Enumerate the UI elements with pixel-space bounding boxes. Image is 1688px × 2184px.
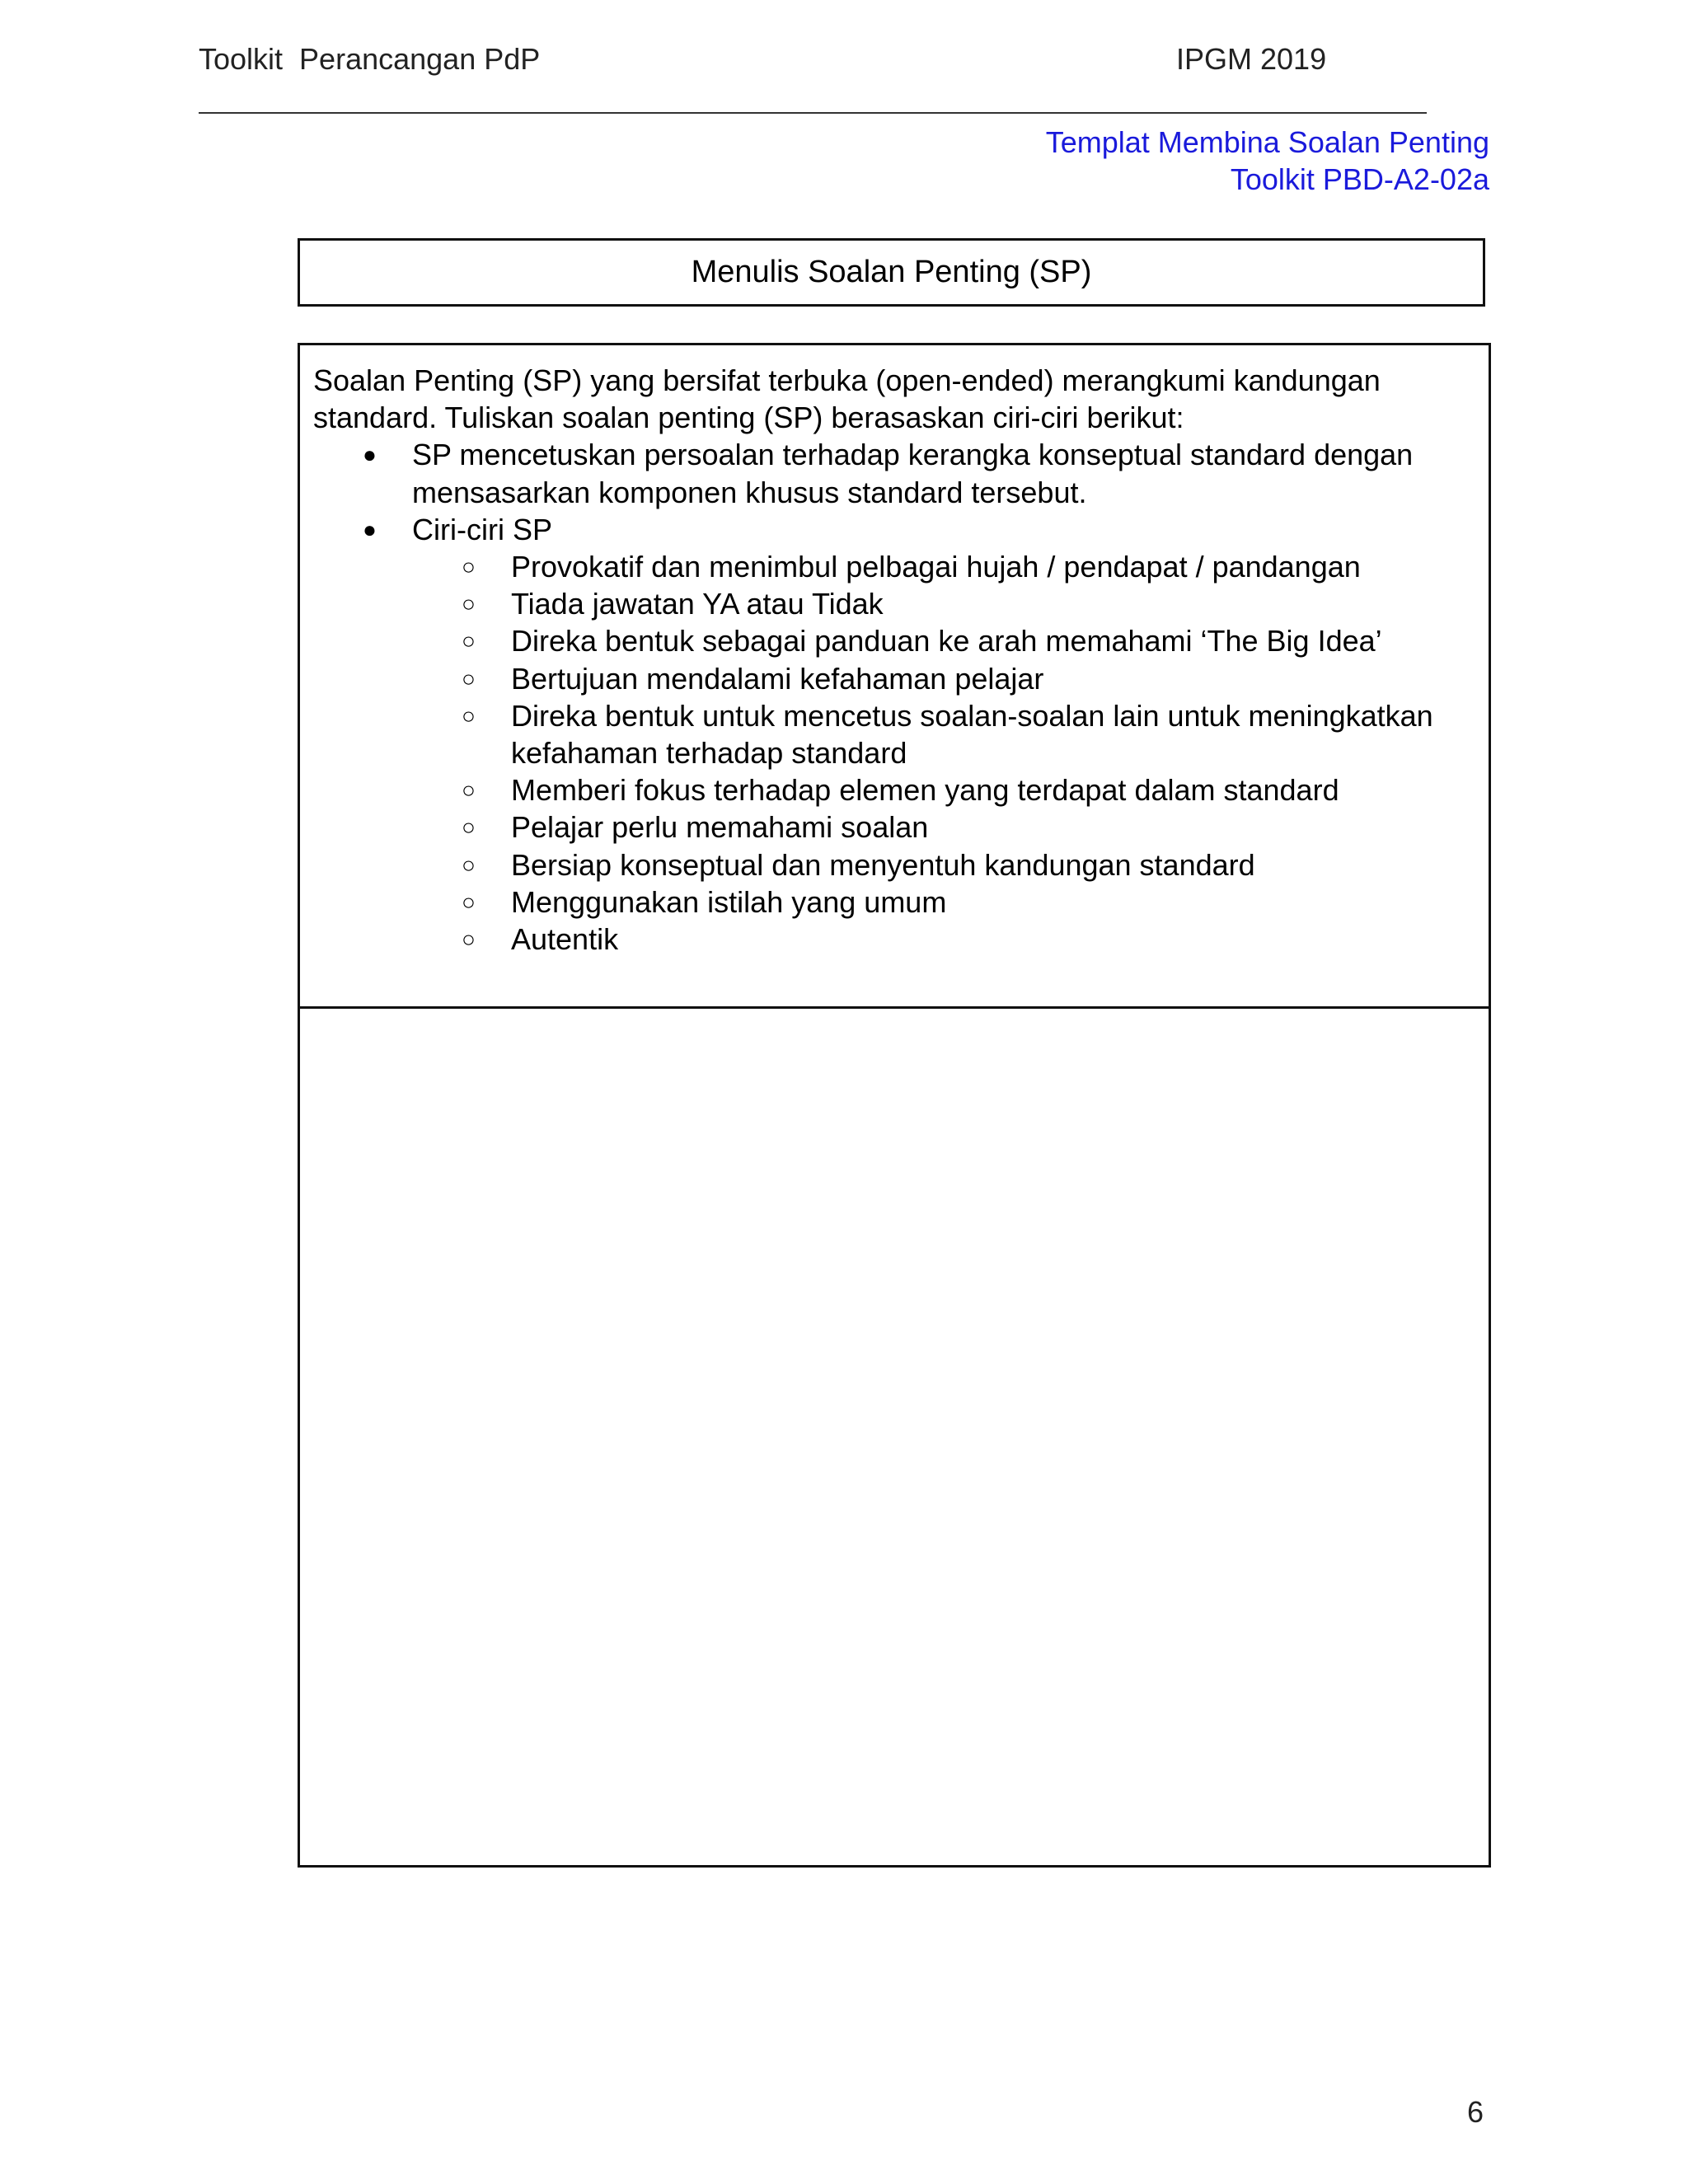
sub-bullet-item	[412, 846, 1475, 883]
sub-bullet-icon: ○	[462, 851, 476, 878]
sub-bullet-text: Memberi fokus terhadap elemen yang terdapat dalam standard	[511, 773, 1339, 808]
sub-bullet-item	[412, 548, 1475, 585]
header-left-text: Toolkit Perancangan PdP	[199, 42, 541, 76]
sub-bullet-item	[412, 883, 1475, 921]
sub-bullet-item	[412, 808, 1475, 846]
instructions-cell	[300, 345, 1489, 1009]
sub-bullet-item	[412, 660, 1475, 697]
sub-bullet-icon: ○	[462, 888, 476, 915]
sub-bullet-text: Tiada jawatan YA atau Tidak	[511, 587, 884, 621]
bullet-item	[313, 511, 1475, 958]
sub-bullet-icon: ○	[462, 777, 476, 804]
sub-bullet-text: Bertujuan mendalami kefahaman pelajar	[511, 661, 1044, 696]
bullet-text: SP mencetuskan persoalan terhadap kerangka konseptual standard dengan mensasarkan komponen khusus standard tersebut.	[412, 438, 1414, 509]
content-table	[298, 343, 1491, 1868]
sub-bullet-icon: ○	[462, 554, 476, 580]
sub-bullet-item	[412, 622, 1475, 659]
sub-bullet-icon: ○	[462, 591, 476, 617]
sub-bullet-text: Direka bentuk sebagai panduan ke arah memahami ‘The Big Idea’	[511, 624, 1382, 658]
bullet-icon: ●	[363, 442, 377, 468]
sub-bullet-item	[412, 697, 1475, 771]
sub-bullet-text: Provokatif dan menimbul pelbagai hujah / pendapat / pandangan	[511, 550, 1361, 584]
sub-bullet-icon: ○	[462, 702, 476, 729]
sub-bullet-text: Bersiap konseptual dan menyentuh kandungan standard	[511, 847, 1255, 882]
sub-bullet-text: Pelajar perlu memahami soalan	[511, 810, 929, 845]
sub-bullet-text: Menggunakan istilah yang umum	[511, 884, 947, 919]
header-right-text: IPGM 2019	[1176, 42, 1327, 76]
toolkit-code: Toolkit PBD-A2-02a	[1230, 162, 1489, 196]
header-rule	[199, 112, 1427, 114]
bullet-list	[313, 436, 1475, 958]
sub-bullet-item	[412, 585, 1475, 622]
section-title	[298, 238, 1485, 307]
sub-bullet-item	[412, 921, 1475, 958]
template-title: Templat Membina Soalan Penting	[1045, 125, 1489, 159]
sub-bullet-text: Autentik	[511, 922, 619, 957]
sub-bullet-icon: ○	[462, 628, 476, 654]
bullet-text: Ciri-ciri SP	[412, 512, 552, 546]
sub-bullet-list	[412, 548, 1475, 958]
sub-bullet-text: Direka bentuk untuk mencetus soalan-soalan lain untuk meningkatkan kefahaman terhadap standard	[511, 698, 1433, 771]
instructions-intro: Soalan Penting (SP) yang bersifat terbuka (open-ended) merangkumi kandungan standard. Tuliskan soalan penting (SP) berasaskan ciri-ciri berikut:	[313, 363, 1381, 435]
sub-bullet-icon: ○	[462, 814, 476, 841]
sub-bullet-icon: ○	[462, 665, 476, 691]
sub-bullet-item	[412, 771, 1475, 808]
bullet-icon: ●	[363, 516, 377, 542]
answer-area[interactable]	[300, 1009, 1489, 1865]
sub-bullet-icon: ○	[462, 926, 476, 953]
section-title-text: Menulis Soalan Penting (SP)	[691, 255, 1092, 289]
page-number: 6	[1467, 2095, 1484, 2129]
bullet-item	[313, 436, 1475, 510]
